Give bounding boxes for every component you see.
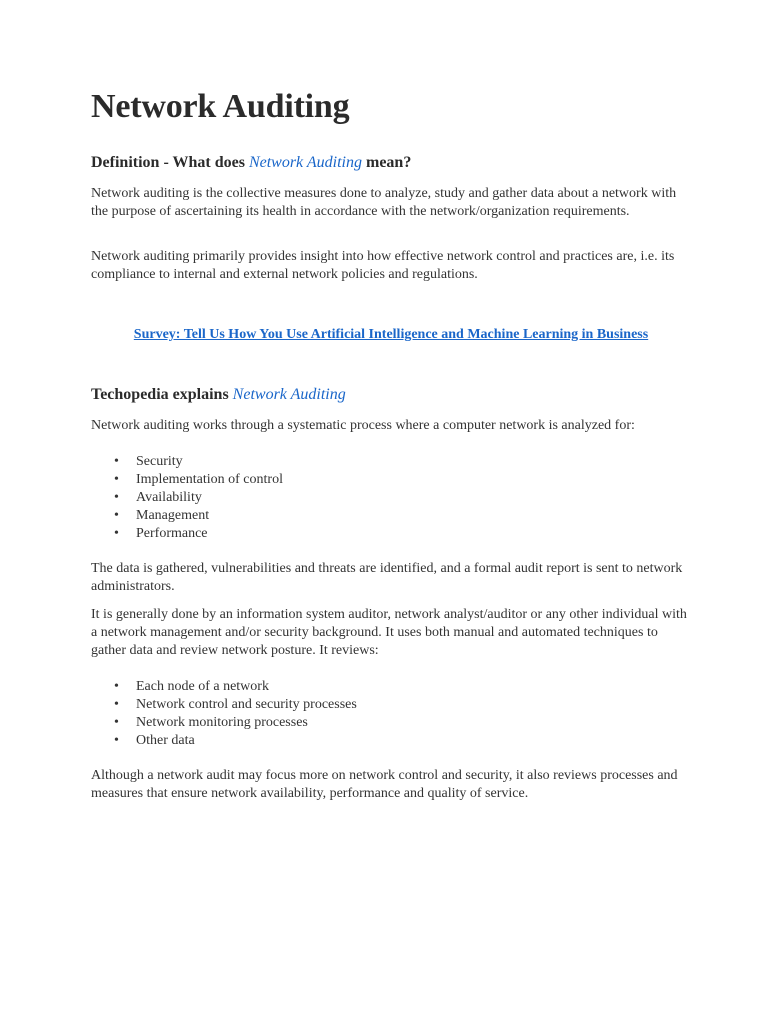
definition-heading — [91, 154, 411, 172]
bullet-icon: • — [114, 715, 119, 730]
explains-heading-term: Network Auditing — [232, 386, 346, 403]
explains-paragraph-4: Although a network audit may focus more on network control and security, it also reviews processes and measures that ensure network availability, performance and quality of service. — [91, 768, 678, 801]
list-item — [91, 732, 357, 750]
list-item — [91, 696, 357, 714]
definition-heading-term: Network Auditing — [248, 154, 362, 171]
definition-paragraph-1: Network auditing is the collective measures done to analyze, study and gather data about a network with the purpose of ascertaining its health in accordance with the network/organization requirements. — [91, 186, 677, 219]
bullet-icon: • — [114, 472, 119, 487]
survey-link[interactable]: Survey: Tell Us How You Use Artificial Intelligence and Machine Learning in Business — [133, 327, 649, 342]
bullet-icon: • — [114, 454, 119, 469]
bullet-icon: • — [114, 697, 119, 712]
list-item-text: Other data — [136, 733, 195, 748]
list-item — [91, 507, 283, 525]
explains-intro: Network auditing works through a systematic process where a computer network is analyzed for: — [91, 418, 635, 433]
survey-link-row — [91, 325, 691, 343]
bullet-icon: • — [114, 526, 119, 541]
list-item-text: Network control and security processes — [136, 697, 357, 712]
list-item-text: Network monitoring processes — [136, 715, 308, 730]
bullet-icon: • — [114, 679, 119, 694]
explains-paragraph-3: It is generally done by an information system auditor, network analyst/auditor or any other individual with a network management and/or security background. It uses both manual and automated techniques to gather data and review network posture. It reviews: — [91, 607, 687, 658]
bullet-icon: • — [114, 733, 119, 748]
list-item-text: Performance — [136, 526, 208, 541]
bullet-icon: • — [114, 508, 119, 523]
bullet-icon: • — [114, 490, 119, 505]
audit-areas-list — [91, 453, 283, 543]
list-item — [91, 525, 283, 543]
definition-heading-prefix: Definition - What does — [91, 154, 249, 171]
definition-paragraph-2: Network auditing primarily provides insight into how effective network control and practices are, i.e. its compliance to internal and external network policies and regulations. — [91, 249, 675, 282]
list-item-text: Implementation of control — [136, 472, 283, 487]
list-item-text: Each node of a network — [136, 679, 269, 694]
explains-heading-prefix: Techopedia explains — [91, 386, 233, 403]
list-item — [91, 471, 283, 489]
definition-heading-suffix: mean? — [361, 154, 412, 171]
list-item — [91, 714, 357, 732]
explains-paragraph-2: The data is gathered, vulnerabilities and threats are identified, and a formal audit report is sent to network administrators. — [91, 561, 683, 594]
explains-heading — [91, 386, 346, 404]
list-item-text: Management — [136, 508, 210, 523]
page-title: Network Auditing — [91, 88, 350, 125]
list-item-text: Security — [136, 454, 183, 469]
list-item-text: Availability — [136, 490, 202, 505]
list-item — [91, 453, 283, 471]
review-items-list — [91, 678, 357, 750]
list-item — [91, 489, 283, 507]
list-item — [91, 678, 357, 696]
